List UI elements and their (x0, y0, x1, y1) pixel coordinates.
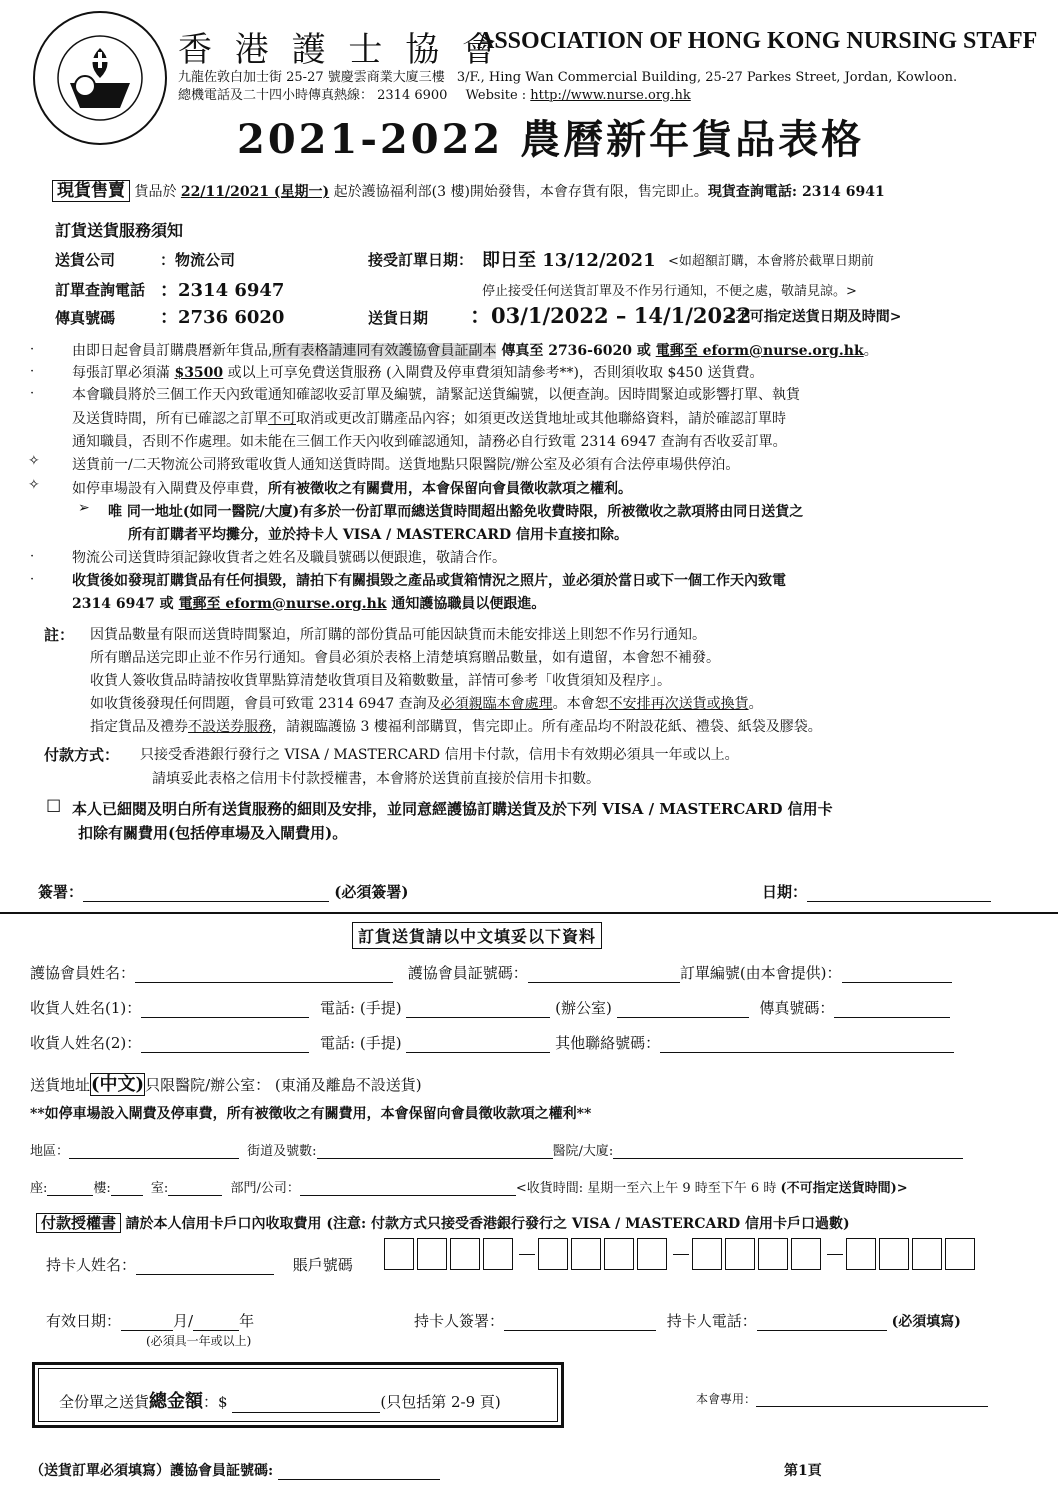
spot-sale-tag: 現貨售賣 (52, 180, 130, 202)
remark-4d: 不安排再次送貨或換貨 (608, 696, 749, 712)
receiver2-field[interactable] (141, 1037, 309, 1053)
service-heading: 訂貨送貨服務須知 (55, 221, 184, 240)
email-link[interactable]: 電郵至 eform@nurse.org.hk (655, 343, 864, 359)
signature-field[interactable] (83, 886, 329, 902)
phone-zh: 總機電話及二十四小時傳真熱線： 2314 6900 (178, 88, 448, 103)
note-8b: 2314 6947 或 (72, 596, 179, 612)
footer-member-no-field[interactable] (278, 1465, 440, 1480)
order-no-field[interactable] (842, 967, 952, 983)
logo-emblem-icon (30, 8, 170, 148)
expiry-year-label: 年 (239, 1312, 255, 1330)
other-contact-label: 其他聯絡號碼： (555, 1034, 661, 1052)
order-date-note2: 停止接受任何送貨訂單及不作另行通知，不便之處，敬請見諒。> (482, 284, 857, 299)
payment-line-2: 請填妥此表格之信用卡付款授權書，本會將於送貨前直接於信用卡扣數。 (152, 771, 600, 787)
building-label: 醫院/大廈: (552, 1144, 614, 1159)
note-3b: 及送貨時間，所有已確認之訂單 (72, 411, 268, 427)
receiver1-label: 收貨人姓名(1)： (30, 999, 142, 1017)
note-7: 物流公司送貨時須記錄收貨者之姓名及職員號碼以便跟進，敬請合作。 (72, 550, 506, 566)
holder-sign-field[interactable] (504, 1315, 656, 1331)
note-4: 送貨前一/二天物流公司將致電收貨人通知送貨時間。送貨地點只限醫院/辦公室及必須有合法停車場供停泊。 (72, 457, 740, 473)
page-number: 第1頁 (784, 1463, 822, 1479)
expiry-year-field[interactable] (193, 1315, 239, 1331)
arrow-bullet-icon: ➢ (78, 500, 90, 516)
holder-phone-field[interactable] (757, 1315, 887, 1331)
remark-5b: 不設送券服務 (188, 719, 272, 735)
remark-4a: 如收貨後發現任何問題，會員可致電 2314 6947 查詢及 (90, 696, 441, 712)
total-label-c: ：$ (203, 1393, 228, 1411)
note-2b: $3500 (174, 365, 224, 381)
total-note: (只包括第 2-9 頁) (380, 1393, 501, 1411)
footer-member-no-label: （送貨訂單必須填寫）護協會員証號碼: (30, 1463, 274, 1479)
address-scope: 只限醫院/辦公室： (145, 1076, 271, 1094)
sign-note: (必須簽署) (334, 883, 409, 901)
remark-5a: 指定貨品及禮券 (90, 719, 188, 735)
remark-4b: 必須親臨本會處理 (440, 696, 553, 712)
floor-label: 樓: (93, 1181, 111, 1196)
member-name-label: 護協會員姓名： (30, 964, 136, 982)
website-label: Website : (465, 88, 531, 103)
note-1c: 傳真至 2736-6020 或 (496, 343, 656, 359)
card-holder-label: 持卡人姓名： (46, 1256, 137, 1274)
spot-sale-text-b: 起於護協福利部(3 樓)開始發售，本會存貨有限，售完即止。 (329, 184, 708, 200)
address-label: 送貨地址 (30, 1076, 91, 1094)
other-contact-field[interactable] (660, 1037, 954, 1053)
date-label: 日期： (762, 883, 808, 901)
expiry-month-field[interactable] (121, 1315, 173, 1331)
card-auth-text: 請於本人信用卡戶口內收取費用 (注意: 付款方式只接受香港銀行發行之 VISA / MASTERCARD 信用卡戶口過數) (125, 1216, 850, 1232)
member-name-field[interactable] (135, 967, 393, 983)
order-date-label: 接受訂單日期： (368, 251, 474, 269)
office-label: (辦公室) (555, 999, 612, 1017)
address-exclusion: (東涌及離島不設送貨) (274, 1076, 422, 1094)
agreement-line-2: 扣除有關費用(包括停車場及入閘費用)。 (78, 824, 348, 842)
street-field[interactable] (317, 1145, 553, 1159)
mobile2-label: 電話: (手提) (320, 1034, 402, 1052)
address-zh: 九龍佐敦白加士街 25-27 號慶雲商業大廈三樓 (178, 70, 445, 85)
agreement-line-1: 本人已細閱及明白所有送貨服務的細則及安排，並同意經護協訂購送貨及於下列 VISA / MASTERCARD 信用卡 (72, 800, 833, 818)
expiry-month-label: 月/ (173, 1312, 194, 1330)
note-3e: 通知職員，否則不作處理。如未能在三個工作天內收到確認通知，請務必自行致電 2314 6947 查詢有否收妥訂單。 (72, 434, 787, 450)
total-label-a: 全份單之送貨 (59, 1393, 150, 1411)
note-8a: 收貨後如發現訂購貨品有任何損毀，請拍下有關損毀之產品或貨箱情況之照片，並必須於當日或下一個工作天內致電 (72, 573, 786, 589)
block-label: 座: (30, 1181, 48, 1196)
address-chinese-tag: (中文) (91, 1074, 145, 1095)
email-link-2[interactable]: 電郵至 eform@nurse.org.hk (178, 596, 387, 612)
enquiry-value: ：2314 6947 (160, 280, 285, 301)
note-3d: 取消或更改訂購產品內容；如須更改送貨地址或其他聯絡資料，請於確認訂單時 (296, 411, 786, 427)
card-holder-field[interactable] (136, 1259, 274, 1275)
room-field[interactable] (168, 1182, 222, 1196)
delivery-note: <不可指定送貨日期及時間> (724, 309, 902, 325)
diamond-bullet-icon: ✧ (28, 453, 40, 469)
note-3c: 不可 (268, 411, 296, 427)
office-use-label: 本會專用： (696, 1392, 757, 1406)
remark-3: 收貨人簽收貨品時請按收貨單點算清楚收貨項目及箱數數量，詳情可參考「收貨須知及程序」。 (90, 673, 671, 689)
order-date-note1: <如超額訂購，本會將於截單日期前 (668, 254, 874, 269)
receive-time: <收貨時間: 星期一至六上午 9 時至下午 6 時 (515, 1181, 777, 1196)
note-2a: 每張訂單必須滿 (72, 365, 175, 381)
note-6b: 所有訂購者平均攤分，並於持卡人 VISA / MASTERCARD 信用卡直接扣除。 (128, 527, 628, 543)
fax-value: ：2736 6020 (160, 307, 285, 328)
mobile1-field[interactable] (406, 1002, 550, 1018)
district-field[interactable] (69, 1145, 239, 1159)
floor-field[interactable] (111, 1182, 143, 1196)
building-field[interactable] (613, 1145, 963, 1159)
office-field[interactable] (617, 1002, 749, 1018)
receiver1-field[interactable] (141, 1002, 309, 1018)
remark-4e: 。 (748, 696, 763, 712)
dept-field[interactable] (300, 1182, 516, 1196)
note-5b: 所有被徵收之有關費用，本會保留向會員徵收款項之權利。 (268, 481, 632, 497)
order-date-value: 即日至 13/12/2021 (482, 250, 656, 271)
total-box (32, 1362, 564, 1428)
spot-sale-date: 22/11/2021 (星期一) (180, 184, 330, 200)
block-field[interactable] (47, 1182, 93, 1196)
receive-time-note: (不可指定送貨時間)> (780, 1181, 908, 1196)
payment-label: 付款方式： (44, 746, 120, 764)
district-label: 地區： (30, 1144, 70, 1159)
diamond-bullet-icon: ✧ (28, 477, 40, 493)
org-name-zh: 香 港 護 士 協 會 (178, 30, 503, 70)
card-number-boxes[interactable] (384, 1238, 978, 1270)
agreement-checkbox[interactable]: ☐ (46, 797, 62, 817)
remark-4c: 。本會恕 (552, 696, 609, 712)
form-heading: 訂貨送貨請以中文填妥以下資料 (352, 922, 602, 949)
website-link[interactable]: http://www.nurse.org.hk (530, 88, 691, 103)
enquiry-label: 訂單查詢電話 (55, 281, 146, 299)
address-en: 3/F., Hing Wan Commercial Building, 25-27 Parkes Street, Jordan, Kowloon. (456, 70, 958, 85)
page-title: 2021-2022 農曆新年貨品表格 (237, 116, 865, 163)
remarks-label: 註： (44, 626, 75, 644)
member-no-field[interactable] (528, 967, 680, 983)
total-amount-field[interactable] (232, 1397, 380, 1413)
receiver2-label: 收貨人姓名(2)： (30, 1034, 142, 1052)
logo (30, 8, 170, 148)
company-value: ：物流公司 (160, 251, 236, 269)
expiry-note: (必須具一年或以上) (146, 1334, 252, 1348)
room-label: 室: (150, 1181, 169, 1196)
company-label: 送貨公司 (55, 251, 116, 269)
payment-line-1: 只接受香港銀行發行之 VISA / MASTERCARD 信用卡付款，信用卡有效期必須具一年或以上。 (140, 747, 739, 763)
holder-phone-label: 持卡人電話： (666, 1312, 757, 1330)
office-use-field (756, 1394, 988, 1407)
note-1a: 由即日起會員訂購農曆新年貨品, (72, 343, 273, 359)
holder-phone-required: (必須填寫) (891, 1314, 961, 1330)
holder-sign-label: 持卡人簽署： (414, 1312, 505, 1330)
note-6a: 唯 同一地址(如同一醫院/大廈)有多於一份訂單而總送貨時間超出豁免收費時限，所被徵收之款項將由同日送貨之 (108, 504, 804, 520)
delivery-value: ：03/1/2022 – 14/1/2022 (470, 303, 752, 328)
note-3a: 本會職員將於三個工作天內致電通知確認收妥訂單及編號，請緊記送貨編號，以便查詢。因時間緊迫或影響打單、執貨 (72, 387, 800, 403)
card-auth-tag: 付款授權書 (36, 1213, 121, 1233)
date-field[interactable] (807, 886, 991, 902)
order-no-label: 訂單編號(由本會提供)： (679, 964, 842, 982)
spot-sale-enquiry: 現貨查詢電話: 2314 6941 (707, 184, 885, 200)
note-5a: 如停車場設有入閘費及停車費， (72, 481, 268, 497)
remark-1: 因貨品數量有限而送貨時間緊迫，所訂購的部份貨品可能因缺貨而未能安排送上則恕不作另行通知。 (90, 627, 706, 643)
note-2c: 或以上可享免費送貨服務 (入閘費及停車費須知請參考**)，否則須收取 $450 送貨費。 (223, 365, 764, 381)
fax-field-label: 傳真號碼： (759, 999, 835, 1017)
fax-field[interactable] (834, 1002, 950, 1018)
delivery-label: 送貨日期 (368, 309, 429, 327)
expiry-label: 有效日期： (46, 1312, 122, 1330)
account-label: 賬戶號碼 (292, 1256, 353, 1274)
mobile1-label: 電話: (手提) (320, 999, 402, 1017)
fax-label: 傳真號碼 (55, 309, 116, 327)
total-label-b: 總金額 (149, 1391, 204, 1412)
spot-sale-text-a: 貨品於 (134, 184, 181, 200)
section-divider (0, 912, 1058, 914)
remark-2: 所有贈品送完即止並不作另行通知。會員必須於表格上清楚填寫贈品數量，如有遺留，本會恕不補發。 (90, 650, 720, 666)
dept-label: 部門/公司： (230, 1181, 300, 1196)
note-1e: 。 (863, 343, 878, 359)
street-label: 街道及號數: (247, 1144, 317, 1159)
remark-5c: ，請親臨護協 3 樓福利部購買，售完即止。所有產品均不附設花紙、禮袋、紙袋及膠袋。 (272, 719, 822, 735)
note-1b: 所有表格請連同有效護協會員証副本 (272, 343, 497, 359)
mobile2-field[interactable] (406, 1037, 550, 1053)
member-no-label: 護協會員証號碼： (407, 964, 528, 982)
sign-label: 簽署： (38, 883, 84, 901)
parking-note: **如停車場設入閘費及停車費，所有被徵收之有關費用，本會保留向會員徵收款項之權利** (30, 1106, 592, 1122)
note-8d: 通知護協職員以便跟進。 (386, 596, 546, 612)
org-name-en: ASSOCIATION OF HONG KONG NURSING STAFF (477, 28, 1038, 54)
